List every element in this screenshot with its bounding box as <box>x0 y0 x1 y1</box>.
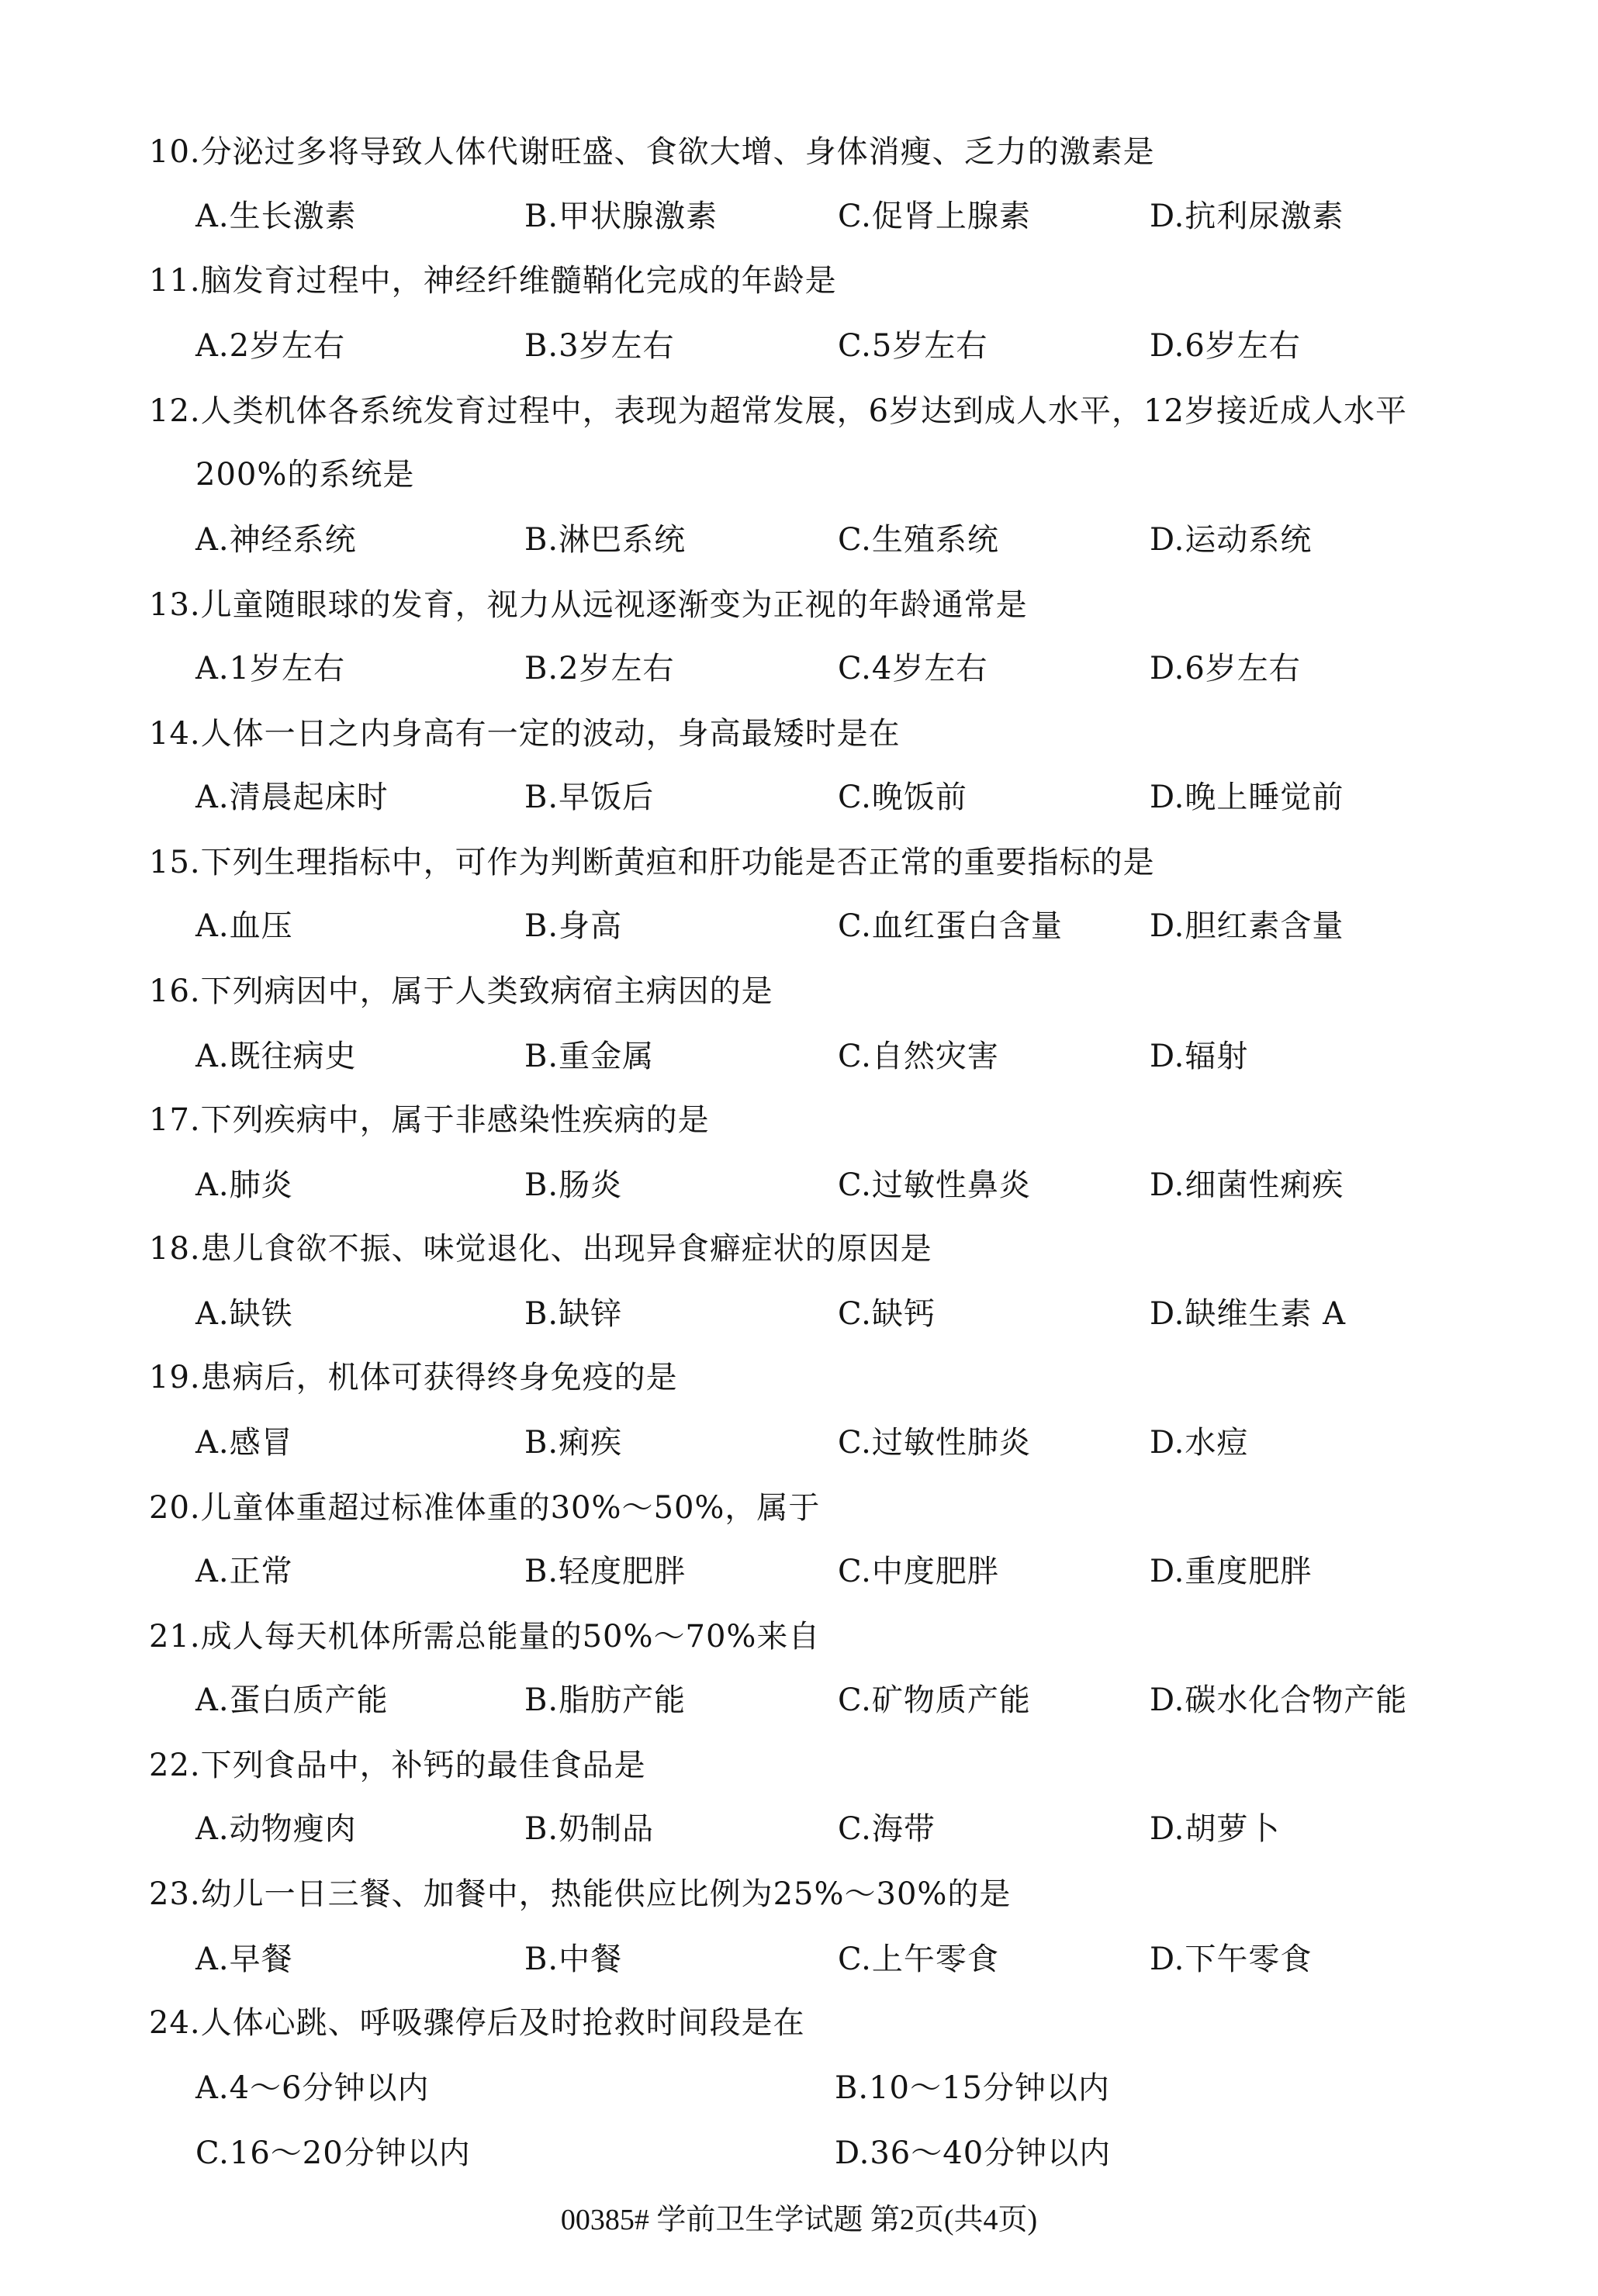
option-b: B.淋巴系统 <box>524 522 687 558</box>
option-d: D.胆红素含量 <box>1150 908 1344 944</box>
option-c: C.自然灾害 <box>838 1039 999 1074</box>
option-b: B.身高 <box>524 908 623 944</box>
option-a: A.清晨起床时 <box>195 780 389 815</box>
option-b: B.2岁左右 <box>524 651 675 686</box>
option-d: D.胡萝卜 <box>1150 1811 1281 1847</box>
option-b: B.早饭后 <box>524 780 655 815</box>
option-b: B.中餐 <box>524 1942 623 1977</box>
page-footer: 00385# 学前卫生学试题 第2页(共4页) <box>560 2204 1038 2236</box>
option-a: A.动物瘦肉 <box>195 1811 357 1847</box>
option-a: A.既往病史 <box>195 1039 357 1074</box>
option-c: C.5岁左右 <box>838 328 988 364</box>
option-a: A.蛋白质产能 <box>195 1682 389 1718</box>
question-stem: 17.下列疾病中，属于非感染性疾病的是 <box>149 1102 710 1138</box>
option-c: C.缺钙 <box>838 1296 936 1332</box>
option-b: B.缺锌 <box>524 1296 623 1332</box>
option-a: A.2岁左右 <box>195 328 346 364</box>
option-c: C.上午零食 <box>838 1942 999 1977</box>
option-a: A.正常 <box>195 1554 293 1589</box>
option-c: C.16～20分钟以内 <box>195 2135 471 2171</box>
option-d: D.6岁左右 <box>1150 651 1301 686</box>
question-stem: 12.人类机体各系统发育过程中，表现为超常发展，6岁达到成人水平，12岁接近成人水平 <box>149 393 1407 429</box>
option-c: C.4岁左右 <box>838 651 988 686</box>
option-a: A.4～6分钟以内 <box>195 2070 430 2106</box>
question-stem: 23.幼儿一日三餐、加餐中，热能供应比例为25%～30%的是 <box>149 1876 1012 1912</box>
option-d: D.重度肥胖 <box>1150 1554 1313 1589</box>
question-stem: 15.下列生理指标中，可作为判断黄疸和肝功能是否正常的重要指标的是 <box>149 845 1155 880</box>
question-stem: 24.人体心跳、呼吸骤停后及时抢救时间段是在 <box>149 2005 805 2041</box>
option-b: B.脂肪产能 <box>524 1682 687 1718</box>
question-stem: 19.患病后，机体可获得终身免疫的是 <box>149 1360 678 1395</box>
option-d: D.抗利尿激素 <box>1150 199 1344 234</box>
option-a: A.感冒 <box>195 1425 293 1461</box>
option-d: D.细菌性痢疾 <box>1150 1167 1344 1203</box>
option-d: D.水痘 <box>1150 1425 1249 1461</box>
option-a: A.生长激素 <box>195 199 357 234</box>
option-d: D.6岁左右 <box>1150 328 1301 364</box>
question-stem: 21.成人每天机体所需总能量的50%～70%来自 <box>149 1619 821 1655</box>
option-c: C.生殖系统 <box>838 522 999 558</box>
option-b: B.甲状腺激素 <box>524 199 718 234</box>
option-d: D.36～40分钟以内 <box>835 2135 1112 2171</box>
question-stem: 16.下列病因中，属于人类致病宿主病因的是 <box>149 973 773 1009</box>
option-d: D.碳水化合物产能 <box>1150 1682 1408 1718</box>
option-b: B.奶制品 <box>524 1811 655 1847</box>
option-d: D.运动系统 <box>1150 522 1313 558</box>
option-b: B.重金属 <box>524 1039 655 1074</box>
option-b: B.3岁左右 <box>524 328 675 364</box>
question-stem: 10.分泌过多将导致人体代谢旺盛、食欲大增、身体消瘦、乏力的激素是 <box>149 134 1155 170</box>
option-c: C.过敏性鼻炎 <box>838 1167 1031 1203</box>
option-c: C.晚饭前 <box>838 780 967 815</box>
question-stem: 13.儿童随眼球的发育，视力从远视逐渐变为正视的年龄通常是 <box>149 587 1028 623</box>
question-stem: 14.人体一日之内身高有一定的波动，身高最矮时是在 <box>149 716 901 752</box>
question-stem-continued: 200%的系统是 <box>195 457 415 493</box>
option-d: D.辐射 <box>1150 1039 1249 1074</box>
option-a: A.血压 <box>195 908 293 944</box>
option-d: D.下午零食 <box>1150 1942 1313 1977</box>
option-a: A.早餐 <box>195 1942 293 1977</box>
option-d: D.晚上睡觉前 <box>1150 780 1344 815</box>
question-stem: 11.脑发育过程中，神经纤维髓鞘化完成的年龄是 <box>149 263 837 299</box>
option-c: C.海带 <box>838 1811 936 1847</box>
option-a: A.1岁左右 <box>195 651 346 686</box>
option-d: D.缺维生素 A <box>1150 1296 1346 1332</box>
option-b: B.痢疾 <box>524 1425 623 1461</box>
option-c: C.中度肥胖 <box>838 1554 999 1589</box>
question-stem: 20.儿童体重超过标准体重的30%～50%，属于 <box>149 1490 821 1526</box>
option-a: A.缺铁 <box>195 1296 293 1332</box>
option-c: C.过敏性肺炎 <box>838 1425 1031 1461</box>
option-a: A.神经系统 <box>195 522 357 558</box>
option-b: B.轻度肥胖 <box>524 1554 687 1589</box>
option-a: A.肺炎 <box>195 1167 293 1203</box>
option-c: C.血红蛋白含量 <box>838 908 1063 944</box>
option-c: C.促肾上腺素 <box>838 199 1031 234</box>
option-b: B.肠炎 <box>524 1167 623 1203</box>
option-b: B.10～15分钟以内 <box>835 2070 1110 2106</box>
option-c: C.矿物质产能 <box>838 1682 1031 1718</box>
question-stem: 22.下列食品中，补钙的最佳食品是 <box>149 1748 646 1783</box>
question-stem: 18.患儿食欲不振、味觉退化、出现异食癖症状的原因是 <box>149 1231 932 1267</box>
